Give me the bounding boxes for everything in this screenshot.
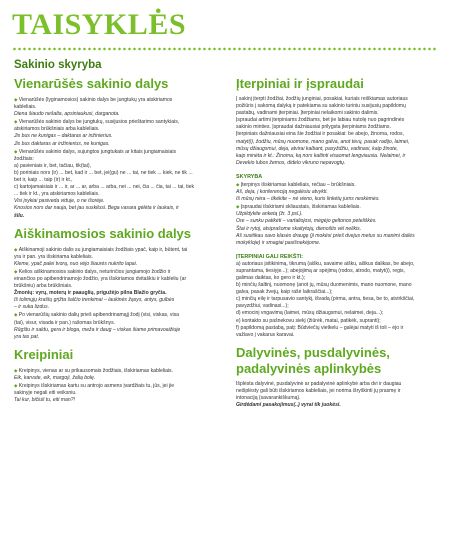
section-heading: Įterpiniai ir įspraudai: [236, 76, 364, 91]
example-text: yra tas pat.: [14, 333, 40, 340]
example-text: Aš susitikau savo klasės draugę (ji mokési prieš dvejus metus su manimi dailės: [236, 232, 415, 239]
section-kreipiniai: [14, 347, 224, 404]
example-text: Kleme, ypač palei tvorą, nuo vėjo šiaurės nukrito lapai.: [14, 260, 138, 267]
rule-text: ◆ Įterpinys išskiriamas kableliais, rečiau – brūkšniais.: [236, 181, 440, 189]
rule-text: ◆ Vienarūšės (lyginamosios) sakinio dalys be jungtukų yra atskiriamos: [14, 96, 224, 104]
example-text: Štai ir rytoj, atsiprašome skaitytojų, dienoštis vėl nelikis.: [236, 225, 362, 232]
rule-text: pavyzdžiui, vadinasi...);: [236, 303, 289, 310]
example-text: Užpildykite anketą (žr. 3 psl.).: [236, 211, 303, 218]
section-skyryba: [236, 173, 440, 247]
example-text: – ir suka lizdus.: [14, 304, 50, 311]
rule-text: einančios po apibendrinamojo žodžio, yra išskiriamos dvitaškiu ir kableliu (ar: [14, 275, 187, 282]
rule-text: ◆ Vienarūšės sakinio dalys be jungtukų, susijusios prieštarimo santykiais,: [14, 118, 224, 126]
example-text: Jis bus ne kunigas – daktaras ar inžinierius.: [14, 133, 113, 140]
rule-text: brūkšniu) arba brūkšniais.: [14, 283, 73, 290]
rule-text: sakinyje negali eiti veiksniu.: [14, 390, 77, 397]
rule-text: b) poriniais nors (ir) ... bet, kad ir ... bet, jei(gu) ne ... tai, ne tiek ... kiek, ne tik ...: [14, 169, 193, 176]
rule-text: ◆ Kreipinys, vienas ar su prikausomais žodžiais, išskiriamas kableliais.: [14, 367, 224, 375]
dotted-divider: [12, 46, 438, 52]
example-text: Girdėdami pasakojimus(..) vyrai tik juokėsi.: [236, 402, 341, 409]
rule-text: a) autoriaus įsitikinimą, tikrumą (aišku, savaime aišku, aiškus dalikas, be abejo,: [236, 260, 415, 267]
rule-text: c) kartojamaisiais ir ... ir, ar ... ar, arba ... arba, nei ... nei, čia ... čia, tai ... tai, tiek: [14, 184, 195, 191]
rule-text: ◆ Kelios aiškinamosios sakinio dalys, neturinčios jungiamojo žodžio ir: [14, 268, 224, 276]
rule-text: bet ir, kaip ... taip (ir) ir kt.,: [14, 177, 73, 184]
rule-text: (tai), visur, visada ir pan.) rašomas brūkšnys.: [14, 319, 116, 326]
rule-text: Įspraudai artimi įterpiniams žodžiams, bet jie labiau nutolę nuo pagrindinės: [236, 117, 405, 124]
example-text: matyt(i), žodžiu, mūsų nuomone, mano galva, anot tėvų, pasak radijo, laimei,: [236, 138, 410, 145]
example-text: Visi įsykiai pasiveda viduje, o ne išorėje.: [14, 198, 105, 205]
section-iterpiniai-reiksti: [236, 253, 440, 339]
section-heading: Aiškinamosios sakinio dalys: [14, 225, 192, 241]
subsection-label: ĮTERPINIAI GALI REIKŠTI:: [236, 253, 304, 260]
example-text: mūsų džiaugsmui, deja, atvirai kalbant, pasyždžiu, vadinasi, kaip žinote,: [236, 145, 398, 152]
example-text: Diena šiaudo nešalta, apsiniaukusi, darganota.: [14, 111, 120, 118]
rule-text: Įterpiniais dažniausiai eina šie žodžiai ir posakiai: be abejo, žinoma, rodos,: [236, 131, 404, 138]
example-text: Žmonių: vyrų, moterų ir paauglių, prigužėjo pilna Blažio gryčia.: [14, 290, 167, 297]
rule-text: kableliais.: [14, 104, 37, 111]
example-text: Iš mūsų nėra – tikėkite – nė vieno, kuris linkėtų jums neskėmės.: [236, 196, 380, 203]
section-iterpiniai: [236, 76, 440, 167]
rule-text: važiavo į vakarus karavai.: [236, 331, 295, 338]
rule-text: neišplėsty gali būti išskiriamos kableliais, jei norima išryškinti jų prasmę ir: [236, 387, 401, 394]
example-text: mokykloje) ir smagiai pasišnekėjome.: [236, 239, 321, 246]
example-text: Knosios nors dar nauja, bet jau suskilusi. Bega vasara gėlėta ir laukais, ir: [14, 205, 179, 212]
rule-text: Išplėsta dalyvinė, pusdalyvinė ar padalyvinė aplinkybė arba dvi ir daugiau: [236, 380, 402, 387]
rule-text: galimas daiktas, ko gero ir kt.);: [236, 274, 306, 281]
rule-text: sakinio minties. Įspraudai dažniausiai prilygsta įterpiniams žodžiams.: [236, 124, 391, 131]
example-text: Rūgštu ir saldu, gera ir bloga, meža ir daug – viskas šiame primavoaižiuje: [14, 326, 181, 333]
rule-text: ◆ Vienarūšės sakinio dalys, sujungtos jungtukais ar kitais jungiamaisiais: [14, 148, 224, 156]
section-title: Sakinio skyryba: [14, 59, 102, 71]
rule-text: suprantama, tiesiyje...); abejojimą ar spėjimą (rodos, atrodo, matyt(i), regis,: [236, 267, 406, 274]
example-text: Tai kur, bičiuli tu, eiti man?!: [14, 397, 75, 404]
section-aiskinamosios: [14, 226, 224, 341]
page-title: TAISYKLĖS: [12, 8, 187, 41]
subsection-label: SKYRYBA: [236, 173, 263, 180]
rule-text: yra ir pan. yra išskiriama kableliais.: [14, 253, 93, 260]
rule-text: pastabų, vadinami įterpiniai. Įterpiniai nelaikomi sakinio dalimis.: [236, 110, 379, 117]
section-vienarusses: [14, 76, 224, 220]
rule-text: atskiriamos brūkšniais arba kableliais.: [14, 126, 100, 133]
rule-text: a) pavieniais ir, bet, tačiau, tik(tai),: [14, 162, 92, 169]
left-column: [14, 58, 224, 410]
example-text: Iš tolimųjų kraštų grįžta šalčio trenkimai – laukinės žąsys, antys, gulbės: [14, 297, 175, 304]
rule-text: ◆ Įspraudai išskiriami skliaustais, išskiriamas kableliais.: [236, 203, 440, 211]
rule-text: b) minčių šaltinį, nuomonę (anot jų, mūsų duomenimis, mano nuomone, mano: [236, 282, 412, 289]
example-text: Eik, karvute, eik, margoji, žalią bolę.: [14, 374, 96, 381]
example-text: Ore – sunku patikėti – vartaliojosi, mėgėjo geltonos peteliškės.: [236, 218, 377, 225]
rule-text: d) emocinį vngavimą (laimei, mūsų džiaugsmui, nelaimei, deja...);: [236, 310, 384, 317]
rule-text: žodžiais:: [14, 155, 34, 162]
example-text: šilu.: [14, 212, 25, 219]
rule-text: ◆ Kreipinys išskiriamas kartu su antrojo asmens įvardžiais tu, jūs, jei jie: [14, 382, 224, 390]
example-text: Aš, deja, į konferenciją negalėsiu atvykti.: [236, 189, 328, 196]
rule-text: f) papildomą pastabą, patį: Būdviečių vietkelu – galėjai matyti iš toli – ėjo ir: [236, 324, 404, 331]
rule-text: ◆ Po vienarūšių sakinio dalių prieš apibendrinamąjį žodį (visi, viskas, visa: [14, 311, 224, 319]
rule-text: ◆ Aiškinamoji sakinio dalis su jungiamaisiais žodžiais ypač, kaip ir, būtent, tai: [14, 246, 224, 254]
right-column: [236, 58, 440, 415]
rule-text: e) kontakto su pašnekovu siekį (žiūrėk, matai, patikėk, supranti);: [236, 317, 381, 324]
example-text: Jis bus daktaras ar inžinierius, ne kunigas.: [14, 140, 110, 147]
rule-text: ... tiek ir kt., yra atskiriamos kableliais.: [14, 191, 100, 198]
section-heading: Dalyvinės, pusdalyvinės, padalyvinės aplinkybės: [236, 344, 390, 376]
rule-text: galva, pasak žvejų, kaip rašė laikraščiai...);: [236, 289, 333, 296]
section-heading: Vienarūšės sakinio dalys: [14, 76, 169, 91]
rule-text: požiūris į sakomą dalyką ir patekiama su sakinio turiniu susijusių papildomų: [236, 103, 406, 110]
rule-text: intonaciją (savarankiškumą).: [236, 395, 301, 401]
rule-text: Į sakinį įterpti žodžiai, žodžių junginiai, posakiai, kuriais reiškiamas autoriaus: [236, 96, 408, 102]
example-text: kaip minėta ir kt.: Žinoma, ką nors kaltinti visaomet lengviausia. Nelaimei, ir: [236, 152, 406, 159]
section-dalyvines: [236, 345, 440, 409]
example-text: Devekio lubos žemos, didelo vikruno nepavogtų.: [236, 159, 346, 166]
rule-text: c) minčių eilę ir tarpusavio santykį, išvadą (pirma, antra, tiesa, be to, atvirkščiai,: [236, 296, 415, 303]
section-heading: Kreipiniai: [14, 346, 74, 362]
